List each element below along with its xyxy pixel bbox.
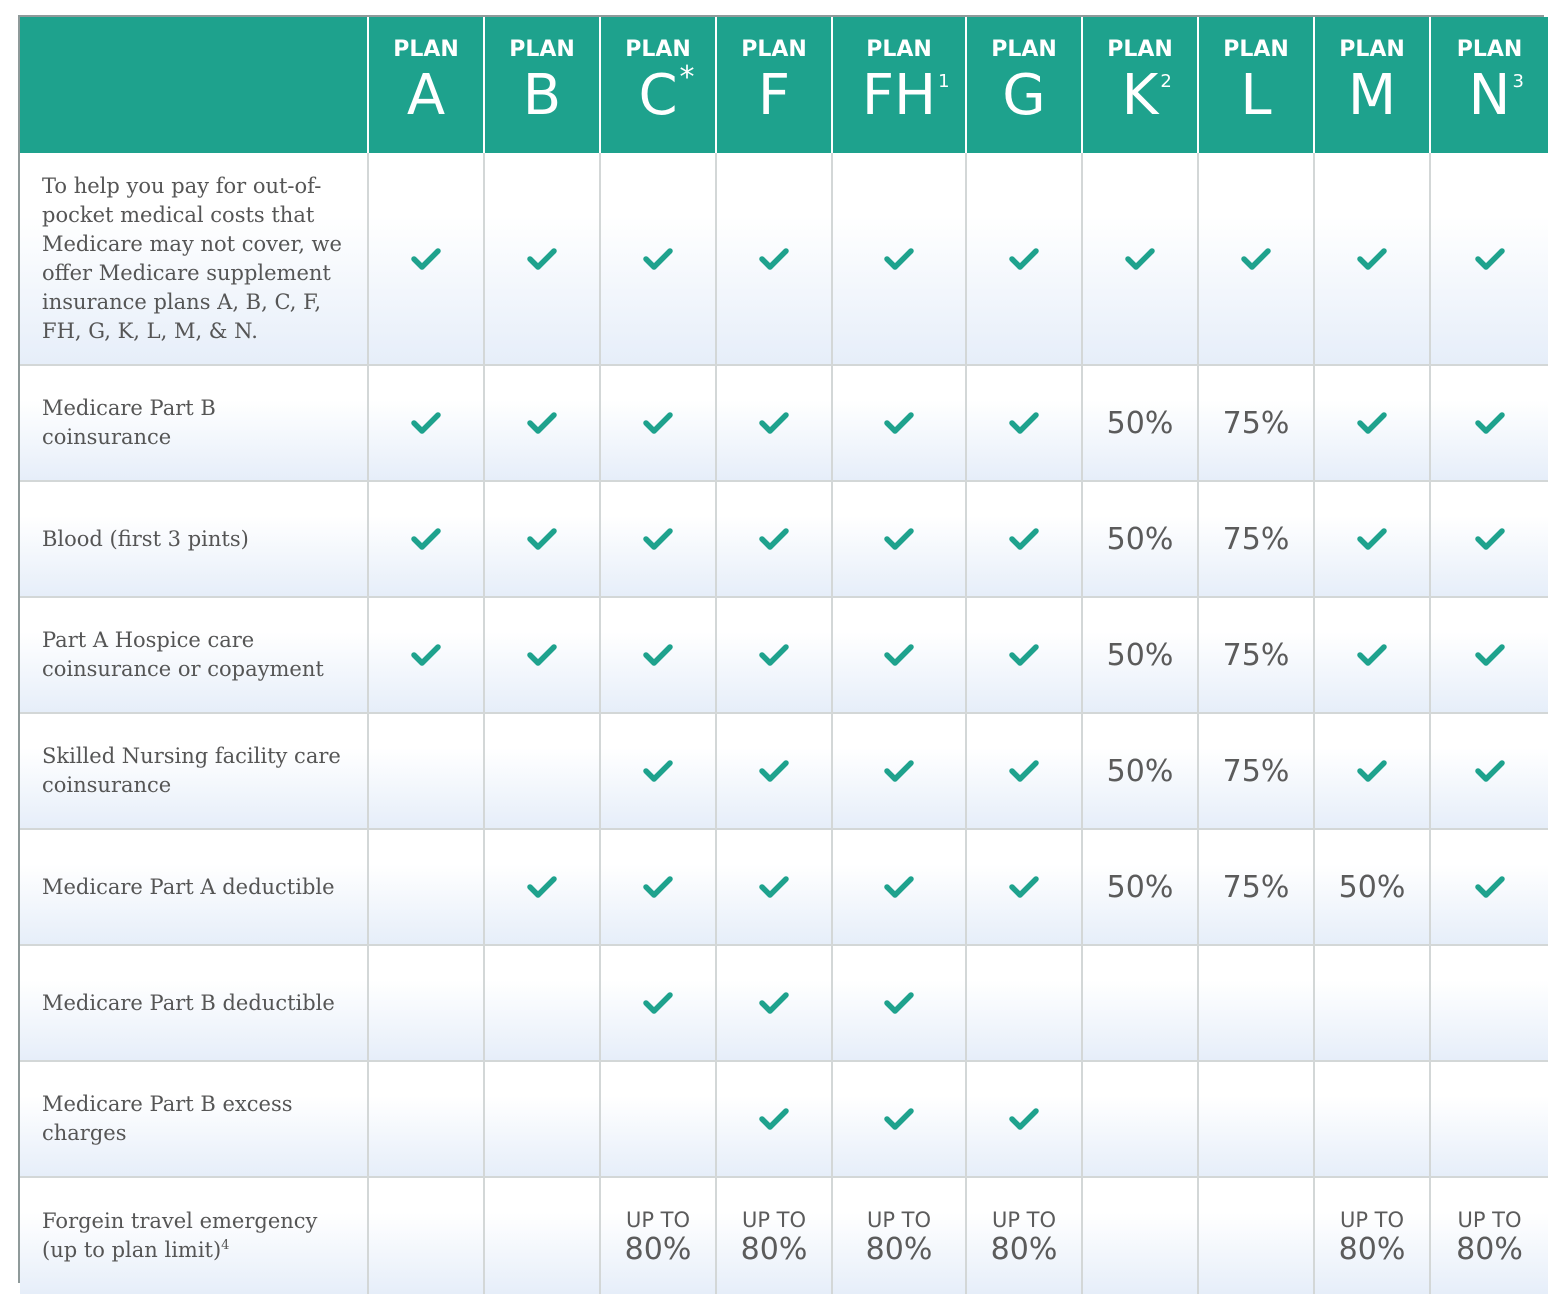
check-icon [1009, 643, 1039, 667]
coverage-cell-plan-b [485, 598, 601, 714]
coverage-cell-plan-n [1431, 830, 1548, 946]
plan-header-k [1083, 17, 1199, 153]
check-icon [1357, 759, 1387, 783]
check-icon [1357, 527, 1387, 551]
plan-letter [758, 65, 790, 127]
coverage-cell-plan-f [717, 482, 833, 598]
check-icon [643, 643, 673, 667]
check-icon [1357, 643, 1387, 667]
plan-header-c [601, 17, 717, 153]
check-icon [527, 527, 557, 551]
coverage-cell-plan-l [1199, 714, 1315, 830]
plan-letter [1348, 65, 1396, 127]
check-icon [884, 1107, 914, 1131]
plan-word-label: PLAN [991, 37, 1057, 62]
coverage-cell-plan-l [1199, 830, 1315, 946]
plan-comparison-table [18, 15, 1544, 1283]
coverage-cell-plan-a [369, 830, 485, 946]
coverage-cell-plan-c [601, 1178, 717, 1294]
coverage-cell-plan-g [967, 1062, 1083, 1178]
coverage-cell-plan-k [1083, 946, 1199, 1062]
check-icon [1357, 247, 1387, 271]
check-icon [759, 643, 789, 667]
coverage-cell-plan-k [1083, 482, 1199, 598]
coverage-cell-plan-fh [833, 153, 967, 366]
check-icon [759, 411, 789, 435]
coverage-cell-plan-g [967, 598, 1083, 714]
coverage-cell-plan-fh [833, 598, 967, 714]
percent-value: 50% [1106, 521, 1174, 557]
coverage-cell-plan-a [369, 714, 485, 830]
check-icon [1009, 1107, 1039, 1131]
plan-word-label: PLAN [393, 37, 459, 62]
percent-value: 50% [1338, 869, 1406, 905]
check-icon [1009, 759, 1039, 783]
coverage-cell-plan-fh [833, 830, 967, 946]
plan-word-label: PLAN [1107, 37, 1173, 62]
coverage-cell-plan-n [1431, 153, 1548, 366]
coverage-cell-plan-a [369, 946, 485, 1062]
check-icon [759, 759, 789, 783]
plan-letter-text: L [1240, 63, 1272, 128]
coverage-cell-plan-c [601, 482, 717, 598]
coverage-cell-plan-f [717, 1062, 833, 1178]
coverage-cell-plan-f [717, 830, 833, 946]
check-icon [884, 247, 914, 271]
coverage-cell-plan-m [1315, 830, 1431, 946]
percent-value: 75% [1222, 753, 1290, 789]
check-icon [884, 527, 914, 551]
check-icon [1009, 247, 1039, 271]
coverage-cell-plan-n [1431, 1178, 1548, 1294]
coverage-cell-plan-k [1083, 366, 1199, 482]
coverage-cell-plan-n [1431, 366, 1548, 482]
coverage-cell-plan-fh [833, 714, 967, 830]
coverage-cell-plan-b [485, 1178, 601, 1294]
check-icon [1475, 527, 1505, 551]
plan-word-label: PLAN [1339, 37, 1405, 62]
percent-value: 50% [1106, 637, 1174, 673]
check-icon [759, 527, 789, 551]
coverage-cell-plan-f [717, 153, 833, 366]
coverage-cell-plan-b [485, 153, 601, 366]
coverage-cell-plan-c [601, 830, 717, 946]
plan-header-f [717, 17, 833, 153]
coverage-cell-plan-b [485, 482, 601, 598]
check-icon [759, 247, 789, 271]
plan-footnote-mark: * [679, 60, 695, 95]
plan-header-a [369, 17, 485, 153]
row-label-text: Blood (first 3 pints) [42, 526, 249, 551]
coverage-cell-plan-m [1315, 946, 1431, 1062]
plan-letter-text: C [638, 63, 678, 128]
plan-letter-text: FH [861, 63, 937, 128]
check-icon [527, 643, 557, 667]
row-label [20, 1062, 369, 1178]
coverage-cell-plan-b [485, 714, 601, 830]
coverage-cell-plan-f [717, 1178, 833, 1294]
coverage-cell-plan-f [717, 714, 833, 830]
coverage-cell-plan-fh [833, 366, 967, 482]
row-label [20, 482, 369, 598]
coverage-cell-plan-k [1083, 153, 1199, 366]
row-label [20, 1178, 369, 1294]
up-to-percent: 80% [865, 1232, 933, 1267]
row-footnote-mark: 4 [221, 1238, 230, 1253]
coverage-cell-plan-a [369, 598, 485, 714]
check-icon [411, 643, 441, 667]
coverage-cell-plan-l [1199, 598, 1315, 714]
coverage-cell-plan-m [1315, 714, 1431, 830]
coverage-cell-plan-n [1431, 714, 1548, 830]
up-to-percent: 80% [1338, 1232, 1406, 1267]
check-icon [1009, 411, 1039, 435]
check-icon [411, 247, 441, 271]
plan-word-label: PLAN [1223, 37, 1289, 62]
row-label-text: Part A Hospice care coinsurance or copayment [42, 628, 324, 681]
check-icon [884, 411, 914, 435]
row-label [20, 366, 369, 482]
plan-letter-text: B [522, 63, 562, 128]
check-icon [643, 759, 673, 783]
check-icon [759, 1107, 789, 1131]
check-icon [1241, 247, 1271, 271]
coverage-cell-plan-g [967, 1178, 1083, 1294]
plan-header-g [967, 17, 1083, 153]
check-icon [411, 527, 441, 551]
check-icon [1009, 875, 1039, 899]
plan-header-n [1431, 17, 1548, 153]
header-corner-cell [20, 17, 369, 153]
coverage-cell-plan-fh [833, 946, 967, 1062]
check-icon [884, 643, 914, 667]
percent-value: 50% [1106, 753, 1174, 789]
plan-header-b [485, 17, 601, 153]
check-icon [527, 247, 557, 271]
check-icon [1009, 527, 1039, 551]
plan-word-label: PLAN [625, 37, 691, 62]
row-label-text: Medicare Part B deductible [42, 990, 335, 1015]
coverage-cell-plan-m [1315, 153, 1431, 366]
check-icon [1475, 247, 1505, 271]
row-label [20, 946, 369, 1062]
up-to-label: UP TO [1457, 1208, 1522, 1232]
plan-letter [523, 65, 561, 127]
coverage-cell-plan-c [601, 366, 717, 482]
coverage-cell-plan-a [369, 482, 485, 598]
check-icon [1475, 875, 1505, 899]
row-label [20, 830, 369, 946]
row-label-text: Skilled Nursing facility care coinsurance [42, 744, 341, 797]
plan-letter-text: M [1347, 63, 1397, 128]
up-to-label: UP TO [1339, 1208, 1405, 1232]
coverage-cell-plan-g [967, 153, 1083, 366]
plan-letter [1121, 63, 1172, 128]
coverage-cell-plan-a [369, 1178, 485, 1294]
check-icon [884, 875, 914, 899]
up-to-label: UP TO [741, 1208, 807, 1232]
percent-value: 75% [1222, 637, 1290, 673]
row-label-text: To help you pay for out-of-pocket medical costs that Medicare may not cover, we offer Medicare supplement insurance plans A, B, C, F, FH, G, K, L, M, & N. [42, 173, 342, 343]
coverage-cell-plan-b [485, 830, 601, 946]
check-icon [884, 991, 914, 1015]
coverage-cell-plan-c [601, 1062, 717, 1178]
coverage-cell-plan-g [967, 482, 1083, 598]
check-icon [1357, 411, 1387, 435]
plan-letter [1468, 63, 1524, 128]
percent-value: 75% [1222, 405, 1290, 441]
up-to-label: UP TO [866, 1208, 932, 1232]
percent-value: 75% [1222, 521, 1290, 557]
plan-letter [407, 65, 445, 127]
coverage-cell-plan-k [1083, 598, 1199, 714]
coverage-cell-plan-a [369, 153, 485, 366]
coverage-cell-plan-f [717, 598, 833, 714]
up-to-percent: 80% [1456, 1232, 1523, 1267]
percent-value: 50% [1106, 405, 1174, 441]
plan-letter [1240, 65, 1271, 127]
coverage-cell-plan-fh [833, 1178, 967, 1294]
row-label [20, 714, 369, 830]
coverage-cell-plan-f [717, 366, 833, 482]
row-label [20, 153, 369, 366]
coverage-cell-plan-a [369, 366, 485, 482]
plan-footnote-mark: 3 [1512, 71, 1524, 92]
coverage-cell-plan-b [485, 366, 601, 482]
check-icon [643, 411, 673, 435]
up-to-percent: 80% [740, 1232, 808, 1267]
plan-word-label: PLAN [1456, 37, 1523, 62]
plan-letter-text: K [1121, 63, 1159, 128]
coverage-cell-plan-a [369, 1062, 485, 1178]
coverage-cell-plan-fh [833, 1062, 967, 1178]
check-icon [643, 527, 673, 551]
plan-footnote-mark: 1 [938, 71, 950, 92]
coverage-cell-plan-m [1315, 482, 1431, 598]
check-icon [1475, 759, 1505, 783]
plan-footnote-mark: 2 [1160, 71, 1172, 92]
coverage-cell-plan-m [1315, 598, 1431, 714]
coverage-cell-plan-n [1431, 482, 1548, 598]
coverage-cell-plan-k [1083, 1178, 1199, 1294]
coverage-cell-plan-n [1431, 946, 1548, 1062]
coverage-cell-plan-c [601, 598, 717, 714]
row-label-text: Forgein travel emergency (up to plan limit)$^4$ [42, 1209, 318, 1262]
coverage-cell-plan-b [485, 1062, 601, 1178]
check-icon [1475, 411, 1505, 435]
plan-letter-text: G [1002, 63, 1046, 128]
coverage-cell-plan-l [1199, 1062, 1315, 1178]
row-label-text: Medicare Part A deductible [42, 874, 335, 899]
check-icon [643, 875, 673, 899]
coverage-cell-plan-l [1199, 366, 1315, 482]
coverage-cell-plan-l [1199, 946, 1315, 1062]
plan-letter [1002, 65, 1045, 127]
check-icon [643, 991, 673, 1015]
plan-word-label: PLAN [741, 37, 807, 62]
plan-letter [861, 63, 950, 128]
percent-value: 75% [1222, 869, 1290, 905]
up-to-label: UP TO [625, 1208, 691, 1232]
coverage-cell-plan-g [967, 714, 1083, 830]
coverage-cell-plan-k [1083, 714, 1199, 830]
coverage-cell-plan-l [1199, 1178, 1315, 1294]
plan-header-m [1315, 17, 1431, 153]
row-label-text: Medicare Part B coinsurance [42, 396, 216, 449]
plan-header-fh [833, 17, 967, 153]
coverage-cell-plan-n [1431, 1062, 1548, 1178]
coverage-cell-plan-m [1315, 1062, 1431, 1178]
coverage-cell-plan-f [717, 946, 833, 1062]
check-icon [411, 411, 441, 435]
coverage-cell-plan-g [967, 366, 1083, 482]
coverage-cell-plan-g [967, 830, 1083, 946]
coverage-cell-plan-k [1083, 830, 1199, 946]
check-icon [759, 991, 789, 1015]
coverage-cell-plan-m [1315, 366, 1431, 482]
percent-value: 50% [1106, 869, 1174, 905]
row-label-text: Medicare Part B excess charges [42, 1092, 293, 1145]
coverage-cell-plan-m [1315, 1178, 1431, 1294]
coverage-cell-plan-l [1199, 482, 1315, 598]
check-icon [527, 411, 557, 435]
coverage-cell-plan-l [1199, 153, 1315, 366]
row-label [20, 598, 369, 714]
coverage-cell-plan-n [1431, 598, 1548, 714]
check-icon [884, 759, 914, 783]
coverage-cell-plan-c [601, 714, 717, 830]
plan-letter-text: N [1468, 63, 1511, 128]
check-icon [759, 875, 789, 899]
plan-letter-text: F [757, 63, 791, 128]
plan-header-l [1199, 17, 1315, 153]
plan-word-label: PLAN [866, 37, 932, 62]
coverage-cell-plan-fh [833, 482, 967, 598]
coverage-cell-plan-c [601, 153, 717, 366]
coverage-cell-plan-b [485, 946, 601, 1062]
up-to-percent: 80% [624, 1232, 692, 1267]
plan-word-label: PLAN [509, 37, 575, 62]
plan-letter [638, 60, 695, 128]
coverage-cell-plan-k [1083, 1062, 1199, 1178]
check-icon [643, 247, 673, 271]
coverage-cell-plan-c [601, 946, 717, 1062]
check-icon [527, 875, 557, 899]
check-icon [1475, 643, 1505, 667]
check-icon [1125, 247, 1155, 271]
up-to-label: UP TO [991, 1208, 1057, 1232]
up-to-percent: 80% [990, 1232, 1058, 1267]
coverage-cell-plan-g [967, 946, 1083, 1062]
plan-letter-text: A [406, 63, 446, 128]
